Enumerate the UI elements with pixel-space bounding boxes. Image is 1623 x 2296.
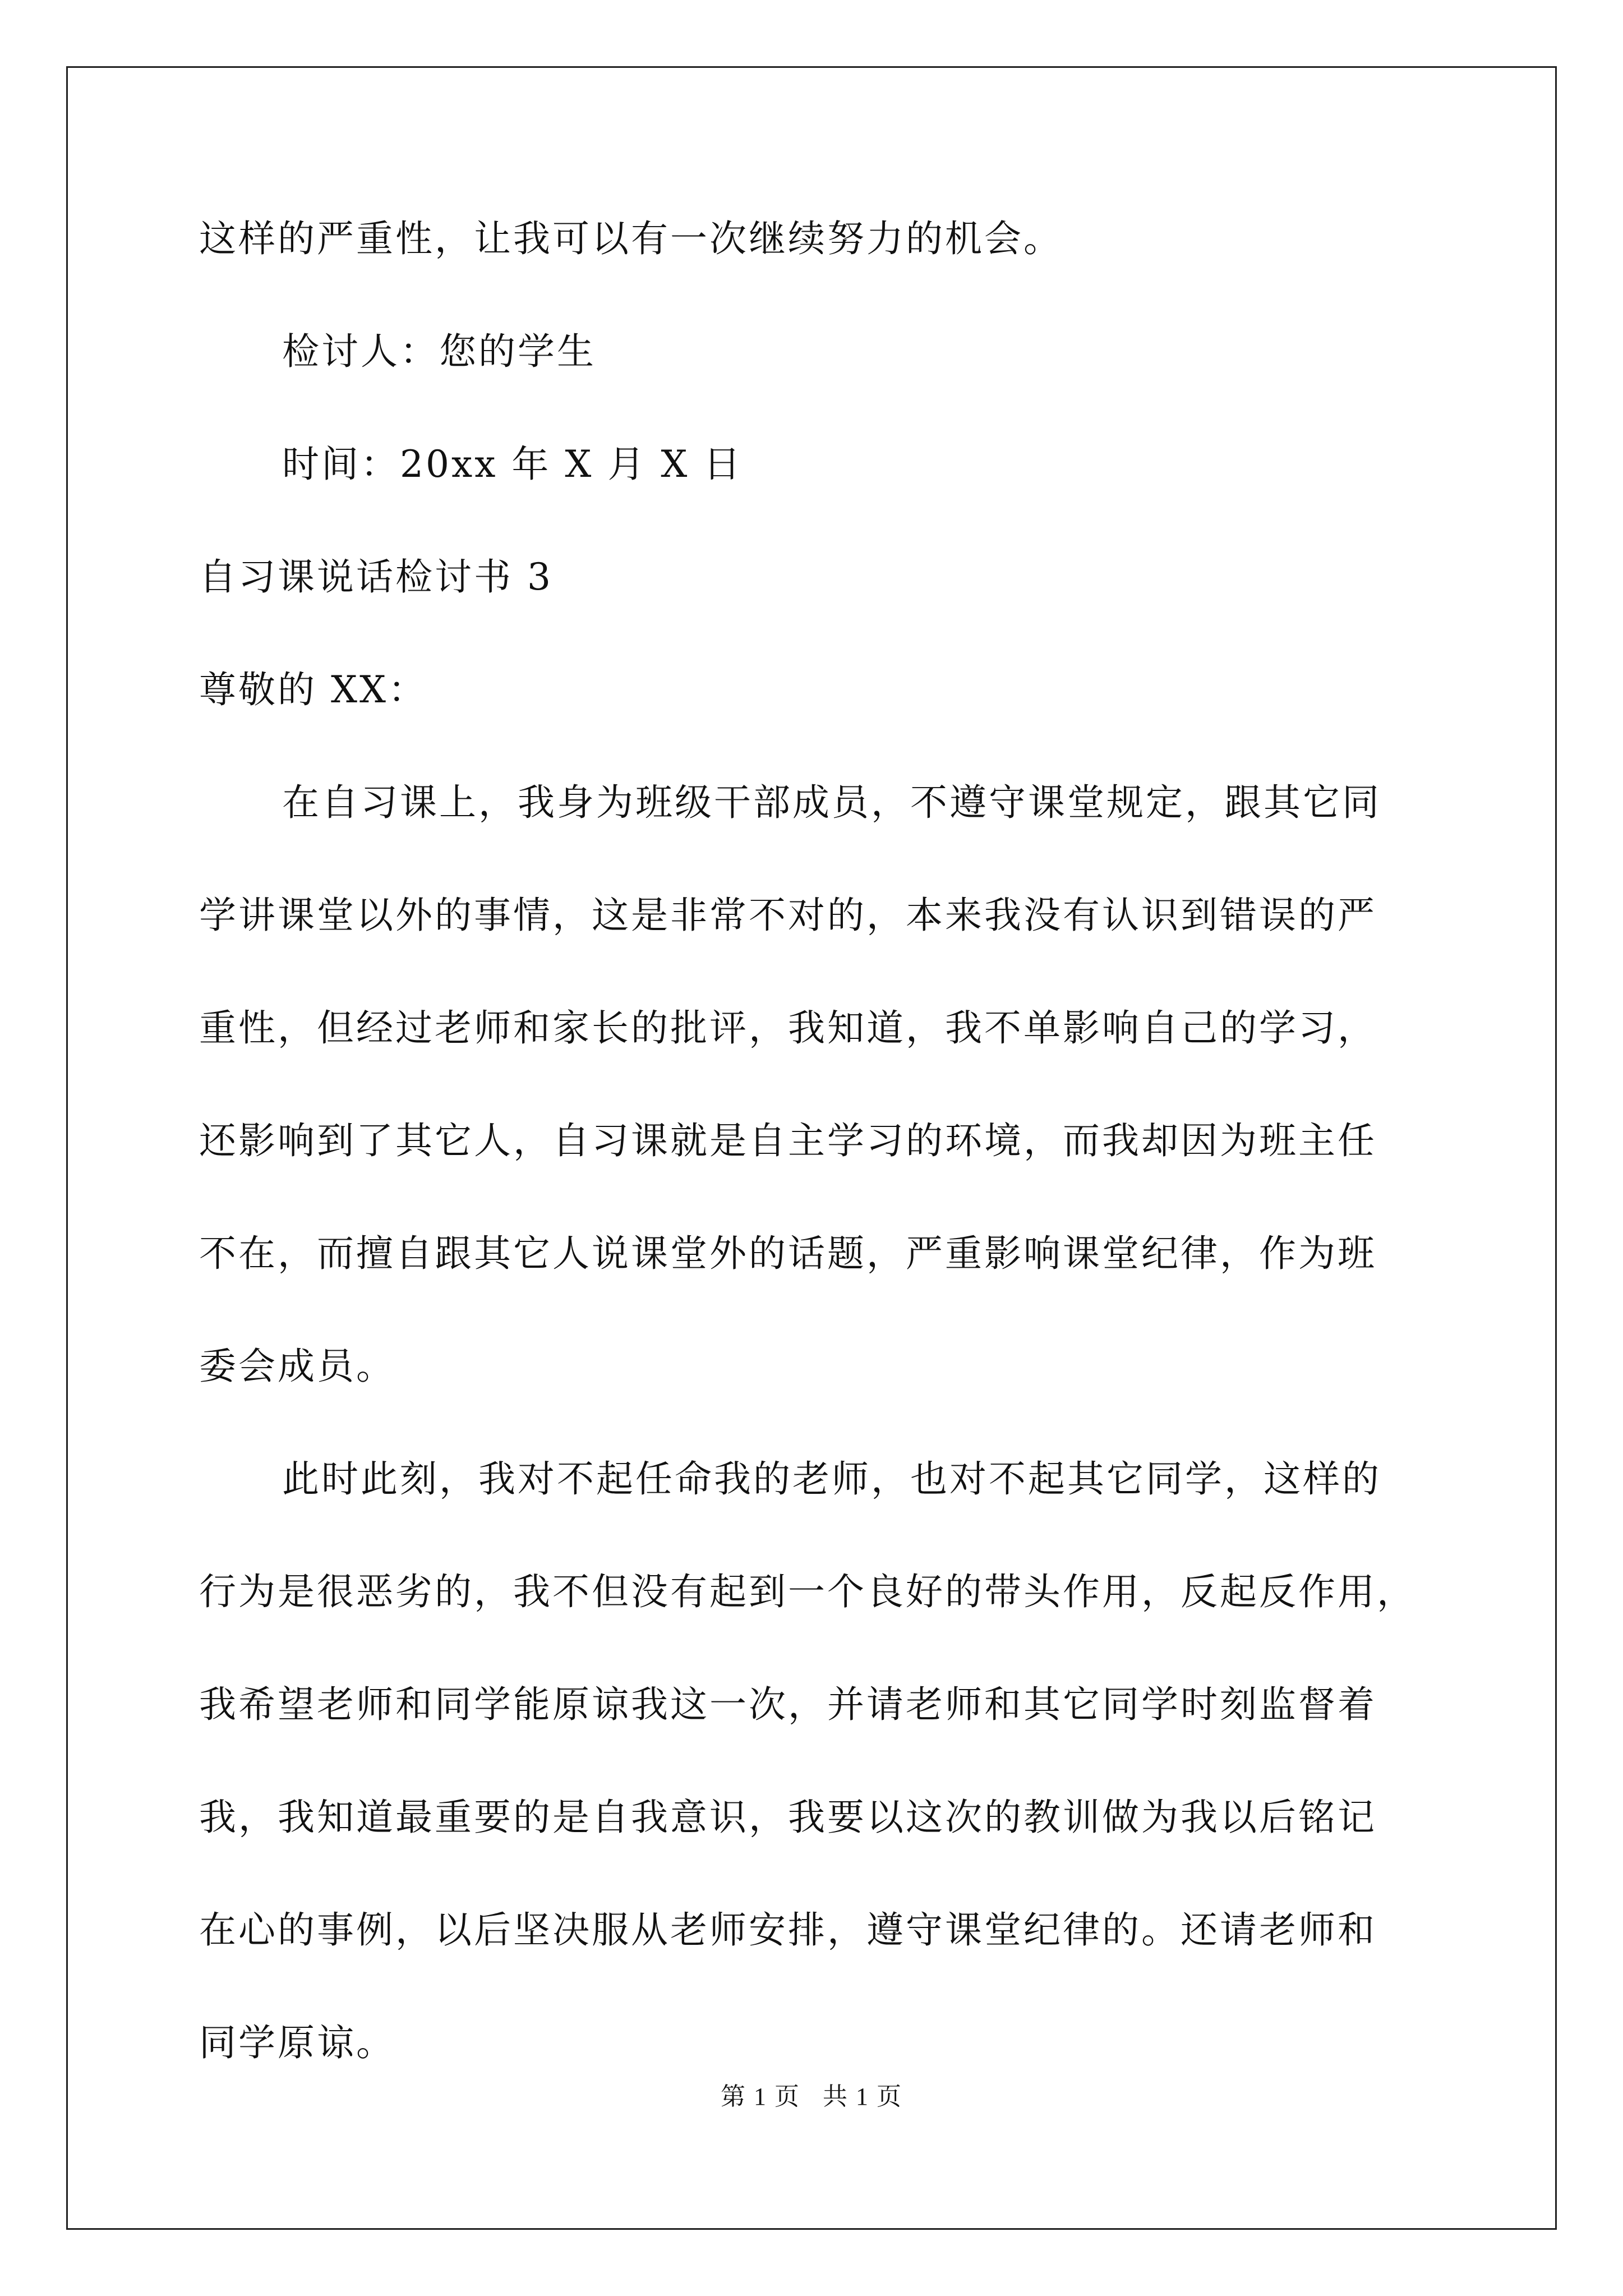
paragraph-line: 此时此刻，我对不起任命我的老师，也对不起其它同学，这样的 (282, 1457, 1381, 1501)
paragraph-line: 同学原谅。 (199, 2021, 395, 2064)
paragraph-line: 重性，但经过老师和家长的批评，我知道，我不单影响自己的学习， (199, 1006, 1377, 1050)
paragraph-line: 我希望老师和同学能原谅我这一次，并请老师和其它同学时刻监督着 (199, 1683, 1377, 1726)
date-line: 时间：20xx 年 X 月 X 日 (282, 443, 743, 486)
paragraph-line: 委会成员。 (199, 1345, 395, 1388)
signature-line: 检讨人：您的学生 (282, 330, 596, 373)
page-total: 共 1 页 (823, 2083, 902, 2110)
paragraph-line: 我，我知道最重要的是自我意识，我要以这次的教训做为我以后铭记 (199, 1796, 1377, 1839)
salutation: 尊敬的 XX： (199, 668, 427, 711)
paragraph-line: 在心的事例，以后坚决服从老师安排，遵守课堂纪律的。还请老师和 (199, 1908, 1377, 1952)
paragraph-2 (199, 1453, 1467, 2069)
page-number: 第 1 页 (721, 2083, 800, 2110)
paragraph-line: 不在，而擅自跟其它人说课堂外的话题，严重影响课堂纪律，作为班 (199, 1232, 1377, 1275)
section-heading: 自习课说话检讨书 3 (199, 555, 553, 599)
paragraph-line: 在自习课上，我身为班级干部成员，不遵守课堂规定，跟其它同 (282, 781, 1381, 824)
paragraph-line: 还影响到了其它人，自习课就是自主学习的环境，而我却因为班主任 (199, 1119, 1377, 1162)
page-footer (0, 2082, 1623, 2111)
paragraph-line: 行为是很恶劣的，我不但没有起到一个良好的带头作用，反起反作用， (199, 1570, 1416, 1613)
paragraph-1 (199, 777, 1467, 1453)
body-line: 这样的严重性，让我可以有一次继续努力的机会。 (199, 217, 1063, 260)
paragraph-line: 学讲课堂以外的事情，这是非常不对的，本来我没有认识到错误的严 (199, 894, 1377, 937)
document-body (199, 213, 1467, 2069)
